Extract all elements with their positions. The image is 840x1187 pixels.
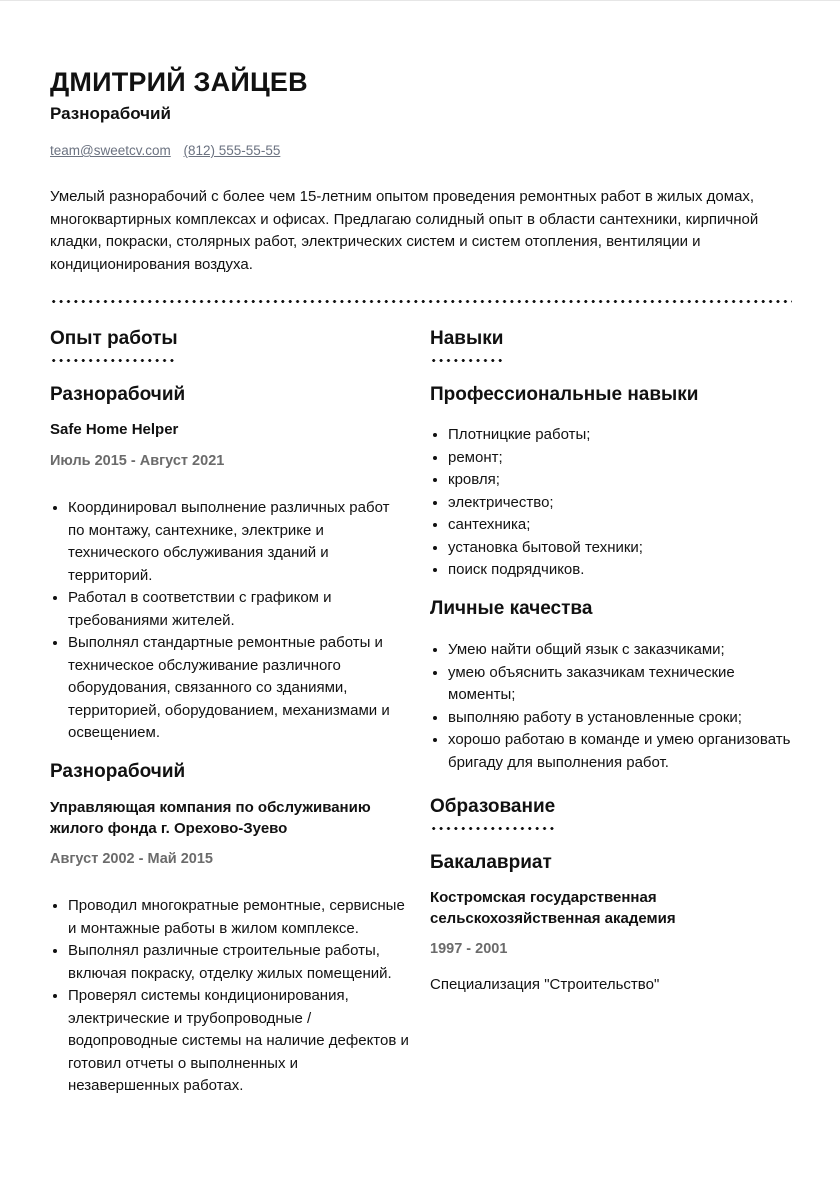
phone-link[interactable]: (812) 555-55-55 xyxy=(183,143,281,158)
education-degree: Бакалавриат xyxy=(430,852,552,873)
job-dates: Август 2002 - Май 2015 xyxy=(50,851,213,867)
experience-heading-underline xyxy=(50,358,176,363)
contact-line xyxy=(50,143,289,158)
job-bullets xyxy=(50,895,413,1098)
education-heading-underline xyxy=(430,826,556,831)
education-years: 1997 - 2001 xyxy=(430,941,508,957)
candidate-name: ДМИТРИЙ ЗАЙЦЕВ xyxy=(50,67,308,97)
personal-qualities-title: Личные качества xyxy=(430,598,593,619)
list-item: • Проводил многократные ремонтные, сервисные и монтажные работы в жилом комплексе. xyxy=(68,895,413,940)
education-institution: Костромская государственная сельскохозяйственная академия xyxy=(430,889,676,927)
list-item: • умею объяснить заказчикам технические моменты; xyxy=(448,662,793,707)
section-divider xyxy=(50,299,792,304)
list-item: • Проверял системы кондиционирования, электрические и трубопроводные / водопроводные системы на наличие дефектов и готовил отчеты о выполненных и незавершенных работах. xyxy=(68,985,413,1098)
professional-skills-list xyxy=(430,424,788,582)
list-item: • выполняю работу в установленные сроки; xyxy=(448,707,793,730)
skills-heading: Навыки xyxy=(430,328,504,349)
list-item: • ремонт; xyxy=(448,447,788,470)
list-item: • Плотницкие работы; xyxy=(448,424,788,447)
education-heading: Образование xyxy=(430,796,556,817)
list-item: • кровля; xyxy=(448,469,788,492)
list-item: • установка бытовой техники; xyxy=(448,537,788,560)
list-item: • поиск подрядчиков. xyxy=(448,559,788,582)
list-item: • Выполнял различные строительные работы, включая покраску, отделку жилых помещений. xyxy=(68,940,413,985)
list-item: • Умею найти общий язык с заказчиками; xyxy=(448,639,793,662)
personal-qualities-list xyxy=(430,639,793,774)
candidate-title: Разнорабочий xyxy=(50,104,171,123)
education-specialization: Специализация "Строительство" xyxy=(430,976,660,993)
email-link[interactable]: team@sweetcv.com xyxy=(50,143,171,158)
job-title: Разнорабочий xyxy=(50,761,186,782)
list-item: • Работал в соответствии с графиком и требованиями жителей. xyxy=(68,587,408,632)
skills-heading-underline xyxy=(430,358,505,363)
job-company: Safe Home Helper xyxy=(50,421,179,438)
list-item: • электричество; xyxy=(448,492,788,515)
job-company: Управляющая компания по обслуживанию жилого фонда г. Орехово-Зуево xyxy=(50,799,371,837)
professional-skills-title: Профессиональные навыки xyxy=(430,384,699,405)
experience-heading: Опыт работы xyxy=(50,328,178,349)
job-dates: Июль 2015 - Август 2021 xyxy=(50,453,225,469)
list-item: • Выполнял стандартные ремонтные работы и техническое обслуживание различного оборудования, связанного со зданиями, территорией, оборудованием, механизмами и освещением. xyxy=(68,632,408,745)
job-bullets xyxy=(50,497,408,745)
summary-paragraph: Умелый разнорабочий с более чем 15-летним опытом проведения ремонтных работ в жилых домах, многоквартирных комплексах и офисах. Предлагаю солидный опыт в области сантехники, кирпичной кладки, покраски, столярных работ, электрических систем и систем отопления, вентиляции и кондиционирования воздуха. xyxy=(50,188,759,273)
list-item: • хорошо работаю в команде и умею организовать бригаду для выполнения работ. xyxy=(448,729,793,774)
list-item: • сантехника; xyxy=(448,514,788,537)
job-title: Разнорабочий xyxy=(50,384,186,405)
list-item: • Координировал выполнение различных работ по монтажу, сантехнике, электрике и технического обслуживания зданий и территорий. xyxy=(68,497,408,587)
